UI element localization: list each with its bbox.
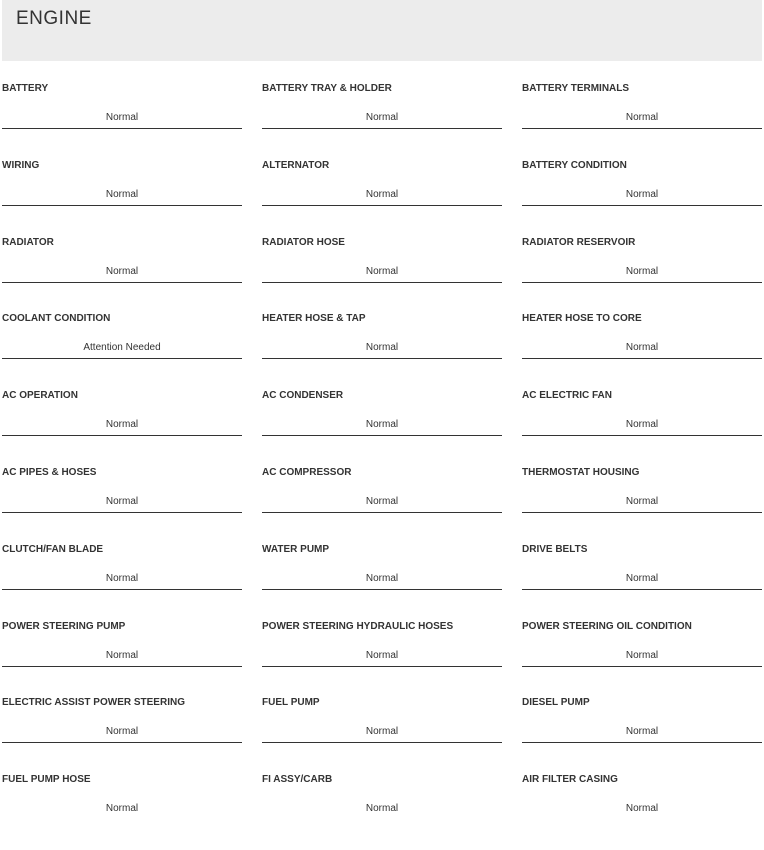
field-air-filter-casing (522, 773, 762, 850)
field-label: AC COMPRESSOR (262, 466, 352, 478)
field-value[interactable]: Normal (2, 493, 242, 513)
field-label: COOLANT CONDITION (2, 313, 111, 325)
field-label: HEATER HOSE & TAP (262, 313, 366, 325)
field-label: HEATER HOSE TO CORE (522, 313, 642, 325)
field-label: POWER STEERING HYDRAULIC HOSES (262, 620, 454, 632)
field-label: BATTERY (2, 83, 49, 94)
field-label: AC ELECTRIC FAN (522, 390, 612, 402)
field-ac-compressor (262, 466, 502, 543)
field-thermostat-housing (522, 466, 762, 543)
field-label: RADIATOR HOSE (262, 236, 345, 248)
field-label: POWER STEERING OIL CONDITION (522, 620, 692, 632)
field-value[interactable]: Normal (522, 186, 762, 206)
field-value[interactable]: Normal (522, 493, 762, 513)
field-label: RADIATOR RESERVOIR (522, 236, 636, 248)
field-label: WIRING (2, 159, 40, 171)
field-value[interactable]: Normal (625, 803, 659, 815)
field-label: FUEL PUMP HOSE (2, 774, 91, 786)
field-ac-pipes-hoses (2, 466, 242, 543)
field-value[interactable]: Normal (522, 109, 762, 129)
field-value[interactable]: Normal (2, 723, 242, 743)
section-header (2, 0, 762, 61)
field-value[interactable]: Normal (522, 416, 762, 436)
field-label: FI ASSY/CARB (262, 774, 333, 786)
field-label: AC OPERATION (2, 390, 78, 402)
field-label: WATER PUMP (262, 543, 330, 555)
field-value[interactable]: Normal (262, 647, 502, 667)
field-value[interactable]: Normal (262, 723, 502, 743)
field-diesel-pump (522, 696, 762, 773)
field-clutch-fan-blade (2, 543, 242, 620)
field-label: FUEL PUMP (262, 697, 320, 709)
field-value[interactable]: Normal (262, 339, 502, 359)
field-radiator-hose (262, 236, 502, 313)
field-value[interactable]: Normal (2, 109, 242, 129)
field-value[interactable]: Normal (262, 186, 502, 206)
field-label: DRIVE BELTS (522, 543, 588, 555)
field-power-steering-hydraulic-hoses (262, 620, 502, 697)
field-power-steering-pump (2, 620, 242, 697)
field-ac-condenser (262, 389, 502, 466)
field-value[interactable]: Normal (105, 803, 139, 815)
field-alternator (262, 159, 502, 236)
field-label: DIESEL PUMP (522, 697, 590, 709)
field-label: THERMOSTAT HOUSING (522, 466, 640, 478)
field-battery (2, 82, 242, 159)
field-battery-terminals (522, 82, 762, 159)
field-label: CLUTCH/FAN BLADE (2, 543, 104, 555)
field-label: BATTERY TRAY & HOLDER (262, 83, 392, 94)
field-water-pump (262, 543, 502, 620)
field-value[interactable]: Normal (262, 570, 502, 590)
field-battery-tray-holder (262, 82, 502, 159)
field-label: ALTERNATOR (262, 159, 330, 171)
field-drive-belts (522, 543, 762, 620)
section-title: ENGINE (16, 8, 92, 29)
field-power-steering-oil-condition (522, 620, 762, 697)
field-value[interactable]: Normal (262, 109, 502, 129)
field-electric-assist-power-steering (2, 696, 242, 773)
field-ac-electric-fan (522, 389, 762, 466)
field-fuel-pump (262, 696, 502, 773)
field-battery-condition (522, 159, 762, 236)
field-value[interactable]: Normal (522, 263, 762, 283)
field-value[interactable]: Normal (522, 570, 762, 590)
field-ac-operation (2, 389, 242, 466)
field-fuel-pump-hose (2, 773, 242, 850)
field-label: POWER STEERING PUMP (2, 620, 126, 632)
field-label: AIR FILTER CASING (522, 774, 618, 786)
field-wiring (2, 159, 242, 236)
field-value[interactable]: Normal (262, 493, 502, 513)
field-value[interactable]: Normal (2, 416, 242, 436)
field-coolant-condition (2, 312, 242, 389)
field-value[interactable]: Normal (522, 339, 762, 359)
field-radiator-reservoir (522, 236, 762, 313)
inspection-grid (2, 82, 762, 850)
field-value[interactable]: Normal (262, 416, 502, 436)
field-value[interactable]: Attention Needed (2, 339, 242, 359)
field-fi-assy-carb (262, 773, 502, 850)
field-value[interactable]: Normal (2, 263, 242, 283)
field-label: BATTERY TERMINALS (522, 83, 630, 94)
field-heater-hose-to-core (522, 312, 762, 389)
field-label: ELECTRIC ASSIST POWER STEERING (2, 697, 185, 709)
field-value[interactable]: Normal (2, 570, 242, 590)
field-value[interactable]: Normal (365, 803, 399, 815)
field-label: RADIATOR (2, 236, 54, 248)
field-heater-hose-tap (262, 312, 502, 389)
field-label: AC PIPES & HOSES (2, 466, 97, 478)
field-value[interactable]: Normal (2, 186, 242, 206)
field-value[interactable]: Normal (262, 263, 502, 283)
field-value[interactable]: Normal (522, 723, 762, 743)
field-value[interactable]: Normal (2, 647, 242, 667)
field-label: BATTERY CONDITION (522, 159, 627, 171)
field-label: AC CONDENSER (262, 390, 344, 402)
field-radiator (2, 236, 242, 313)
field-value[interactable]: Normal (522, 647, 762, 667)
